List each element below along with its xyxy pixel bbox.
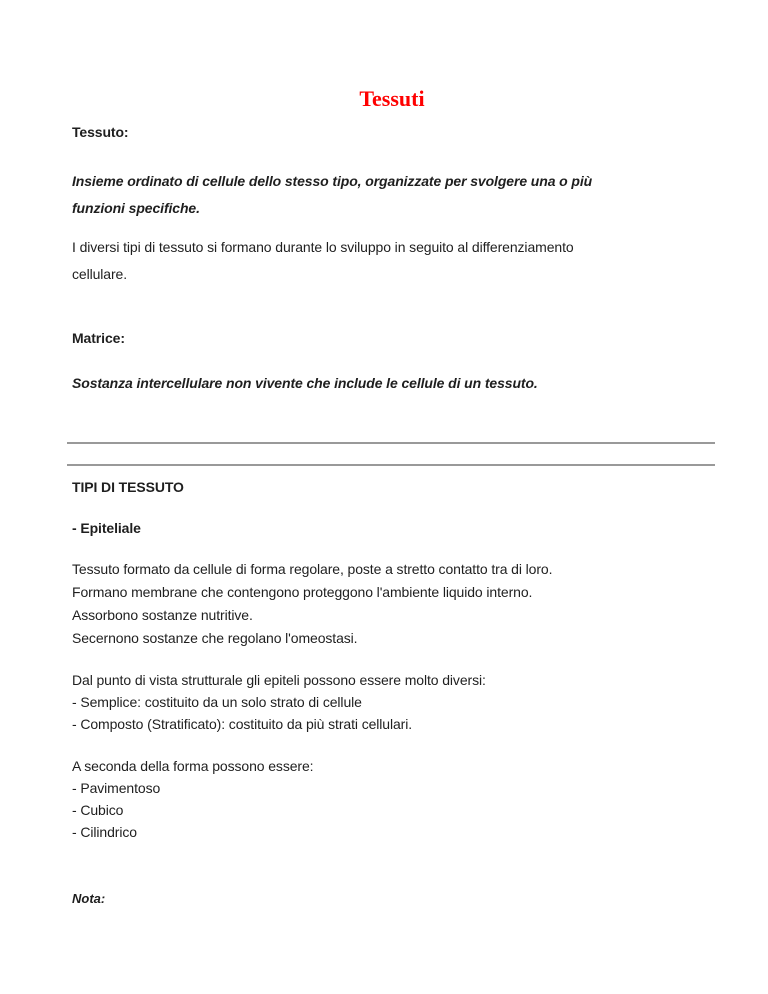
list-item: - Composto (Stratificato): costituito da più strati cellulari. xyxy=(72,716,413,732)
text-line: Dal punto di vista strutturale gli epiteli possono essere molto diversi: xyxy=(72,672,486,688)
text-line: A seconda della forma possono essere: xyxy=(72,758,314,774)
struttura-list xyxy=(72,669,712,735)
list-item: - Cubico xyxy=(72,802,124,818)
list-item: - Semplice: costituito da un solo strato di cellule xyxy=(72,694,362,710)
epiteliale-heading: - Epiteliale xyxy=(72,520,141,536)
page-title: Tessuti xyxy=(359,86,425,111)
text-line: cellulare. xyxy=(72,266,128,282)
list-item: - Pavimentoso xyxy=(72,780,161,796)
text-line: Insieme ordinato di cellule dello stesso tipo, organizzate per svolgere una o più xyxy=(72,173,593,189)
tipi-di-tessuto-heading: TIPI DI TESSUTO xyxy=(72,479,184,495)
differenziamento-paragraph xyxy=(72,234,712,288)
tessuto-definition xyxy=(72,168,712,222)
nota-heading: Nota: xyxy=(72,891,106,906)
forma-list xyxy=(72,755,712,843)
divider-line-top xyxy=(67,442,715,444)
epiteliale-description xyxy=(72,558,712,650)
text-line: Sostanza intercellulare non vivente che include le cellule di un tessuto. xyxy=(72,375,538,391)
text-line: Assorbono sostanze nutritive. xyxy=(72,607,253,623)
text-line: funzioni specifiche. xyxy=(72,200,200,216)
text-line: Tessuto formato da cellule di forma regolare, poste a stretto contatto tra di loro. xyxy=(72,561,553,577)
matrice-definition xyxy=(72,370,712,397)
text-line: Secernono sostanze che regolano l'omeostasi. xyxy=(72,630,358,646)
divider-line-bottom xyxy=(67,464,715,466)
text-line: I diversi tipi di tessuto si formano durante lo sviluppo in seguito al differenziamento xyxy=(72,239,574,255)
text-line: Formano membrane che contengono proteggono l'ambiente liquido interno. xyxy=(72,584,533,600)
tessuto-heading: Tessuto: xyxy=(72,124,129,140)
matrice-heading: Matrice: xyxy=(72,330,125,346)
list-item: - Cilindrico xyxy=(72,824,137,840)
